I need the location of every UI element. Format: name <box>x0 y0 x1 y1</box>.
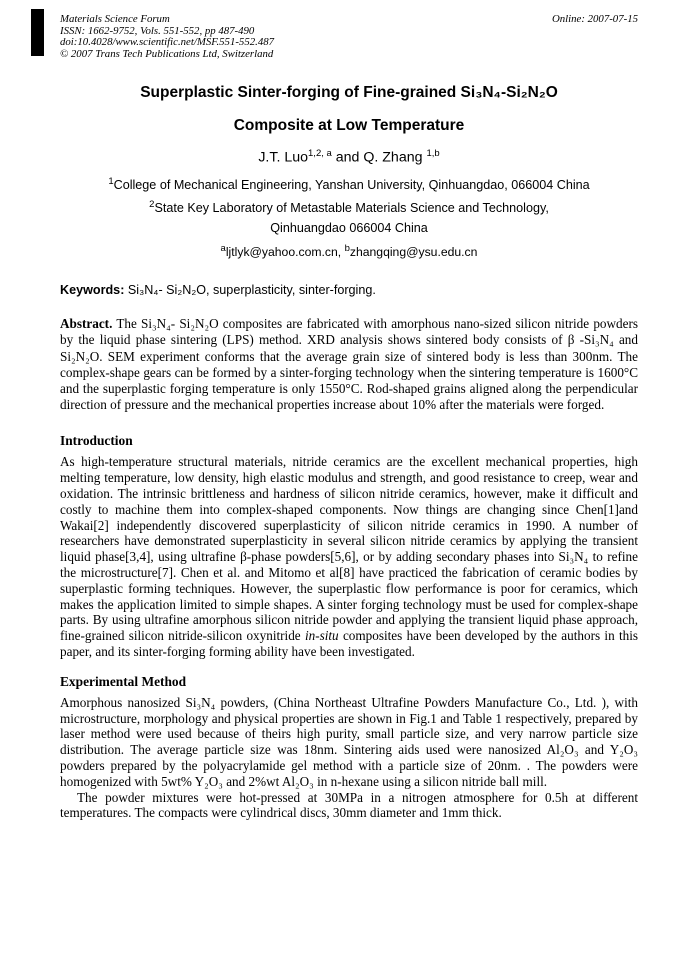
journal-copyright: © 2007 Trans Tech Publications Ltd, Switzerland <box>60 47 274 60</box>
journal-issn: ISSN: 1662-9752, Vols. 551-552, pp 487-490 <box>60 24 255 37</box>
abstract-label: Abstract. <box>60 316 113 332</box>
keywords-line <box>60 282 638 298</box>
email-a: ljtlyk@yahoo.com.cn, <box>225 244 345 259</box>
affiliation-2-city-text: Qinhuangdao 066004 China <box>270 221 428 236</box>
authors-connector: and Q. Zhang <box>331 149 427 166</box>
abstract-text: The Si₃N₄- Si₂N₂O composites are fabricated with amorphous nano-sized silicon nitride powders by the liquid phase sintering (LPS) method. XRD analysis shows sintered body consists of β -Si₃N₄ and Si₂N₂O. SEM experiment conforms that the average grain size of sintered body is less than 300nm. The complex-shape gears can be formed by a sinter-forging technology when the sintering temperature is 1600°C and the superplastic forging temperature is only 1550°C. Rod-shaped grains aligned along the perpendicular direction of pressure and the mechanical properties increase about 10% after the materials were forged. <box>60 316 638 413</box>
section-heading-experimental-method: Experimental Method <box>60 673 187 689</box>
email-b-sup: b <box>344 242 350 254</box>
introduction-text-b: composites have been developed by the authors in this paper, and its sinter-forging forming ability have been investigated. <box>60 628 639 659</box>
paper-title <box>60 76 638 142</box>
introduction-text-a: As high-temperature structural materials, nitride ceramics are the excellent mechanical properties, high melting temperature, low density, high elastic modulus and strength, and good resistance to creep, wear and oxidation. The intrinsic brittleness and hardness of silicon nitride ceramics, however, make it difficult and costly to machine them into complex-shaped components. Now things are changing since Chen[1]and Wakai[2] independently discovered superplasticity of silicon nitride ceramics in 1990. A number of researchers have demonstrated superplasticity in several silicon nitride ceramics by applying the transient liquid phase[3,4], using ultrafine β-phase powders[5,6], or by adding secondary phases into Si₃N₄ to refine the microstructure[7]. Chen et al. and Mitomo et al[8] have practiced the fabrication of ceramic bodies by superplastic forming techniques. However, the superplastic flow performance is poor for ceramics, which makes the application limited to simple shapes. A sinter forging technology must be used for complex-shape parts. By using ultrafine amorphous silicon nitride powder and applying the transient liquid phase approach, fine-grained silicon nitride-silicon oxynitride <box>60 454 638 644</box>
page-content <box>60 14 638 821</box>
section-heading-introduction: Introduction <box>60 433 133 449</box>
keywords-label: Keywords: <box>60 283 125 298</box>
email-b: zhangqing@ysu.edu.cn <box>349 244 478 259</box>
paper-title-line1: Superplastic Sinter-forging of Fine-grained Si₃N₄-Si₂N₂O <box>140 84 558 101</box>
introduction-paragraph <box>60 454 638 659</box>
abstract-paragraph <box>60 316 638 413</box>
authors-line <box>60 144 638 168</box>
author-1-affiliation-sup: 1,2, a <box>308 148 332 159</box>
affiliation-1-sup: 1 <box>108 175 114 187</box>
author-emails <box>60 239 638 263</box>
experimental-paragraph-2: The powder mixtures were hot-pressed at 30MPa in a nitrogen atmosphere for 0.5h at different temperatures. The compacts were cylindrical discs, 30mm diameter and 1mm thick. <box>60 789 638 821</box>
scanner-artifact-mark <box>31 9 44 56</box>
online-date: Online: 2007-07-15 <box>551 13 638 25</box>
affiliation-2-city <box>60 219 638 239</box>
affiliation-1 <box>60 172 638 196</box>
introduction-text-italic: in-situ <box>304 628 339 644</box>
email-a-sup: a <box>220 242 226 254</box>
author-2-affiliation-sup: 1,b <box>426 148 440 159</box>
affiliation-2 <box>60 195 638 219</box>
experimental-paragraph-1: Amorphous nanosized Si₃N₄ powders, (China Northeast Ultrafine Powders Manufacture Co., Ltd. ), with microstructure, morphology and physical properties are shown in Fig.1 and Table 1 respectively, prepared by laser method were used because of theirs high purity, small particle size, and very narrow particle size distribution. The average particle size was 18nm. Sintering aids used were nanosized Al₂O₃ and Y₂O₃ powders prepared by the polyacrylamide gel method with a particle size of 20nm. . The powders were homogenized with 5wt% Y₂O₃ and 2%wt Al₂O₃ in n-hexane using a silicon nitride ball mill. <box>60 694 638 789</box>
paper-title-line2: Composite at Low Temperature <box>233 117 465 134</box>
journal-header-left <box>60 14 274 60</box>
affiliation-2-sup: 2 <box>149 199 155 211</box>
journal-doi: doi:10.4028/www.scientific.net/MSF.551-552.487 <box>60 36 275 48</box>
journal-name: Materials Science Forum <box>60 13 170 25</box>
journal-header <box>60 14 638 60</box>
affiliations-block <box>60 172 638 262</box>
keywords-text: Si₃N₄- Si₂N₂O, superplasticity, sinter-forging. <box>124 283 376 298</box>
author-1: J.T. Luo <box>258 149 309 166</box>
affiliation-2-text: State Key Laboratory of Metastable Materials Science and Technology, <box>154 201 549 216</box>
affiliation-1-text: College of Mechanical Engineering, Yanshan University, Qinhuangdao, 066004 China <box>113 177 590 192</box>
